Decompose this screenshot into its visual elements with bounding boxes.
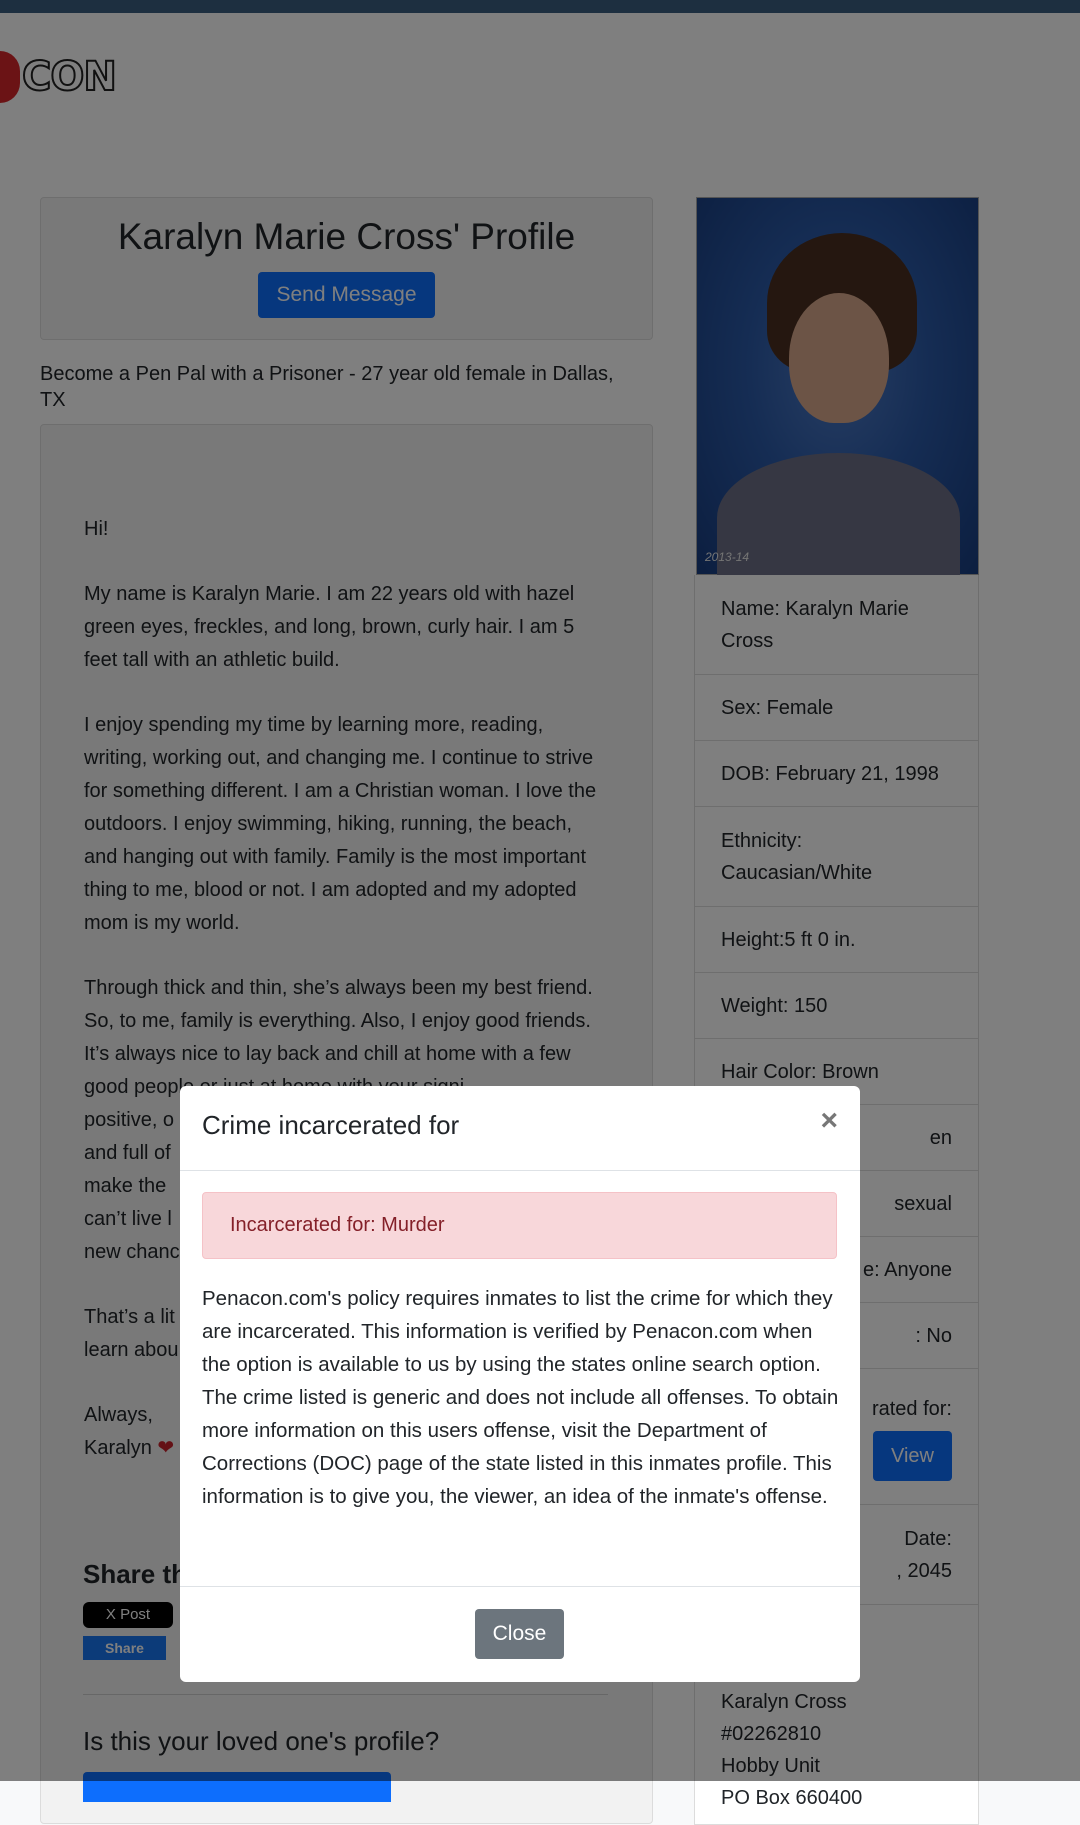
close-button[interactable]: Close [475,1609,564,1659]
modal-title: Crime incarcerated for [202,1110,460,1140]
crime-modal [180,1086,860,1682]
address-line: PO Box 660400 [721,1787,863,1809]
crime-alert: Incarcerated for: Murder [202,1192,837,1259]
modal-body-text: Penacon.com's policy requires inmates to list the crime for which they are incarcerated. This information is verified by Penacon.com when the option is available to us by using the states online search option. The crime listed is generic and does not include all offenses. To obtain more information on this users offense, visit the Department of Corrections (DOC) page of the state listed in this inmates profile. This information is to give you, the viewer, an idea of the inmate's offense. [202,1287,839,1508]
modal-header [180,1086,860,1171]
close-icon[interactable]: × [820,1104,838,1137]
modal-footer [180,1586,860,1682]
